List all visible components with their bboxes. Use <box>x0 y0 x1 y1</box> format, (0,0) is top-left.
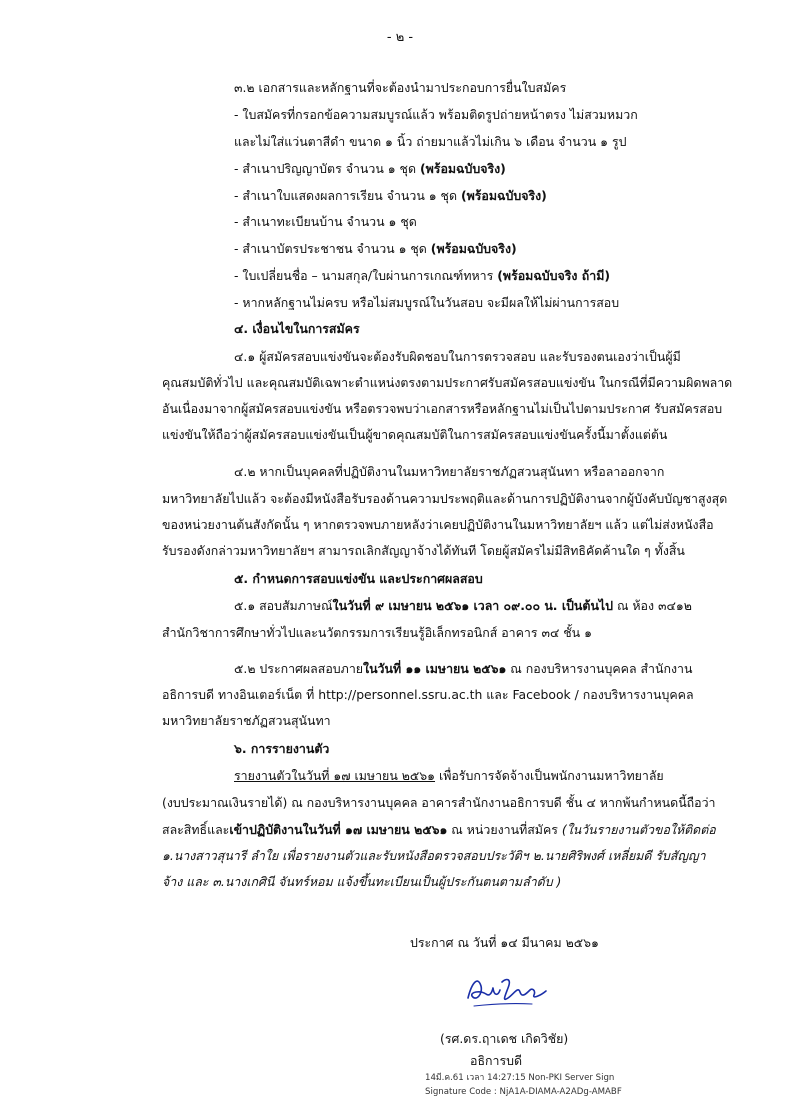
doc-item-id-card: - สำเนาบัตรประชาชน จำนวน ๑ ชุด (พร้อมฉบับจริง) <box>234 241 517 256</box>
section-6-line: รายงานตัวในวันที่ ๑๗ เมษายน ๒๕๖๑ เพื่อรับการจัดจ้างเป็นพนักงานมหาวิทยาลัย <box>234 768 664 783</box>
doc-item-incomplete-note: - หากหลักฐานไม่ครบ หรือไม่สมบูรณ์ในวันสอบ จะมีผลให้ไม่ผ่านการสอบ <box>234 295 620 310</box>
section-5-1-line: สำนักวิชาการศึกษาทั่วไปและนวัตกรรมการเรียนรู้อิเล็กทรอนิกส์ อาคาร ๓๔ ชั้น ๑ <box>162 625 592 640</box>
section-5-2-line: ๕.๒ ประกาศผลสอบภายในวันที่ ๑๑ เมษายน ๒๕๖๑ ณ กองบริหารงานบุคคล สำนักงาน <box>234 661 693 676</box>
section-3-2-title: ๓.๒ เอกสารและหลักฐานที่จะต้องนำมาประกอบการยื่นใบสมัคร <box>234 80 567 95</box>
signature-code: Signature Code : NjA1A-DIAMA-A2ADg-AMABF <box>425 1087 622 1097</box>
announcement-date: ประกาศ ณ วันที่ ๑๔ มีนาคม ๒๕๖๑ <box>410 935 599 950</box>
doc-item-house-registration: - สำเนาทะเบียนบ้าน จำนวน ๑ ชุด <box>234 214 417 229</box>
section-4-2-line: มหาวิทยาลัยไปแล้ว จะต้องมีหนังสือรับรองด้านความประพฤติและด้านการปฏิบัติงานจากผู้บังคับบัญชาสูงสุด <box>162 491 728 506</box>
section-4-2-line: ของหน่วยงานต้นสังกัดนั้น ๆ หากตรวจพบภายหลังว่าเคยปฏิบัติงานในมหาวิทยาลัยฯ แล้ว แต่ไม่ส่งหนังสือ <box>162 517 714 532</box>
doc-item-degree: - สำเนาปริญญาบัตร จำนวน ๑ ชุด (พร้อมฉบับจริง) <box>234 161 506 176</box>
section-5-1-line: ๕.๑ สอบสัมภาษณ์ในวันที่ ๙ เมษายน ๒๕๖๑ เวลา ๐๙.๐๐ น. เป็นต้นไป ณ ห้อง ๓๔๑๒ <box>234 598 692 613</box>
page-number: - ๒ - <box>386 30 414 45</box>
section-4-heading: ๔. เงื่อนไขในการสมัคร <box>234 321 360 336</box>
section-4-1-line: อันเนื่องมาจากผู้สมัครสอบแข่งขัน หรือตรวจพบว่าเอกสารหรือหลักฐานไม่เป็นไปตามประกาศ รับสมัครสอบ <box>162 401 723 416</box>
signer-name: (รศ.ดร.ฤาเดช เกิดวิชัย) <box>440 1031 569 1046</box>
section-6-line: จ้าง และ ๓.นางเกศินี จันทร์หอม แจ้งขึ้นทะเบียนเป็นผู้ประกันตนตามลำดับ ) <box>162 874 562 889</box>
digital-sign-stamp: 14มี.ค.61 เวลา 14:27:15 Non-PKI Server Sign <box>425 1073 615 1083</box>
handwritten-signature <box>462 968 552 1014</box>
section-6-line: ๑.นางสาวสุนารี ลำใย เพื่อรายงานตัวและรับหนังสือตรวจสอบประวัติฯ ๒.นายศิริพงศ์ เหลี่ยมดี รับสัญญา <box>162 848 706 863</box>
doc-item-application-form-cont: และไม่ใส่แว่นตาสีดำ ขนาด ๑ นิ้ว ถ่ายมาแล้วไม่เกิน ๖ เดือน จำนวน ๑ รูป <box>234 134 627 149</box>
signer-title: อธิการบดี <box>470 1053 523 1068</box>
section-5-2-line: มหาวิทยาลัยราชภัฏสวนสุนันทา <box>162 713 331 728</box>
doc-item-application-form: - ใบสมัครที่กรอกข้อความสมบูรณ์แล้ว พร้อมติดรูปถ่ายหน้าตรง ไม่สวมหมวก <box>234 107 638 122</box>
section-5-2-line: อธิการบดี ทางอินเตอร์เน็ต ที่ http://personnel.ssru.ac.th และ Facebook / กองบริหารงานบุคคล <box>162 687 694 702</box>
section-4-2-line: รับรองดังกล่าวมหาวิทยาลัยฯ สามารถเลิกสัญญาจ้างได้ทันที โดยผู้สมัครไม่มีสิทธิคัดค้านใด ๆ ทั้งสิ้น <box>162 543 685 558</box>
doc-item-name-change: - ใบเปลี่ยนชื่อ – นามสกุล/ใบผ่านการเกณฑ์ทหาร (พร้อมฉบับจริง ถ้ามี) <box>234 268 611 283</box>
section-4-2-line: ๔.๒ หากเป็นบุคคลที่ปฏิบัติงานในมหาวิทยาลัยราชภัฏสวนสุนันทา หรือลาออกจาก <box>234 464 665 479</box>
section-4-1-line: คุณสมบัติทั่วไป และคุณสมบัติเฉพาะตำแหน่งตรงตามประกาศรับสมัครสอบแข่งขัน ในกรณีที่มีความผิดพลาด <box>162 375 733 390</box>
section-5-heading: ๕. กำหนดการสอบแข่งขัน และประกาศผลสอบ <box>234 571 483 586</box>
doc-item-transcript: - สำเนาใบแสดงผลการเรียน จำนวน ๑ ชุด (พร้อมฉบับจริง) <box>234 188 547 203</box>
section-4-1-line: แข่งขันให้ถือว่าผู้สมัครสอบแข่งขันเป็นผู้ขาดคุณสมบัติในการสมัครสอบแข่งขันครั้งนี้มาตั้งแต่ต้น <box>162 427 668 442</box>
section-6-heading: ๖. การรายงานตัว <box>234 741 330 756</box>
section-6-line: (งบประมาณเงินรายได้) ณ กองบริหารงานบุคคล อาคารสำนักงานอธิการบดี ชั้น ๔ หากพ้นกำหนดนี้ถือว่า <box>162 795 716 810</box>
section-6-line: สละสิทธิ์และเข้าปฏิบัติงานในวันที่ ๑๗ เมษายน ๒๕๖๑ ณ หน่วยงานที่สมัคร (ในวันรายงานตัวขอให้ติดต่อ <box>162 822 716 837</box>
section-4-1-line: ๔.๑ ผู้สมัครสอบแข่งขันจะต้องรับผิดชอบในการตรวจสอบ และรับรองตนเองว่าเป็นผู้มี <box>234 349 681 364</box>
